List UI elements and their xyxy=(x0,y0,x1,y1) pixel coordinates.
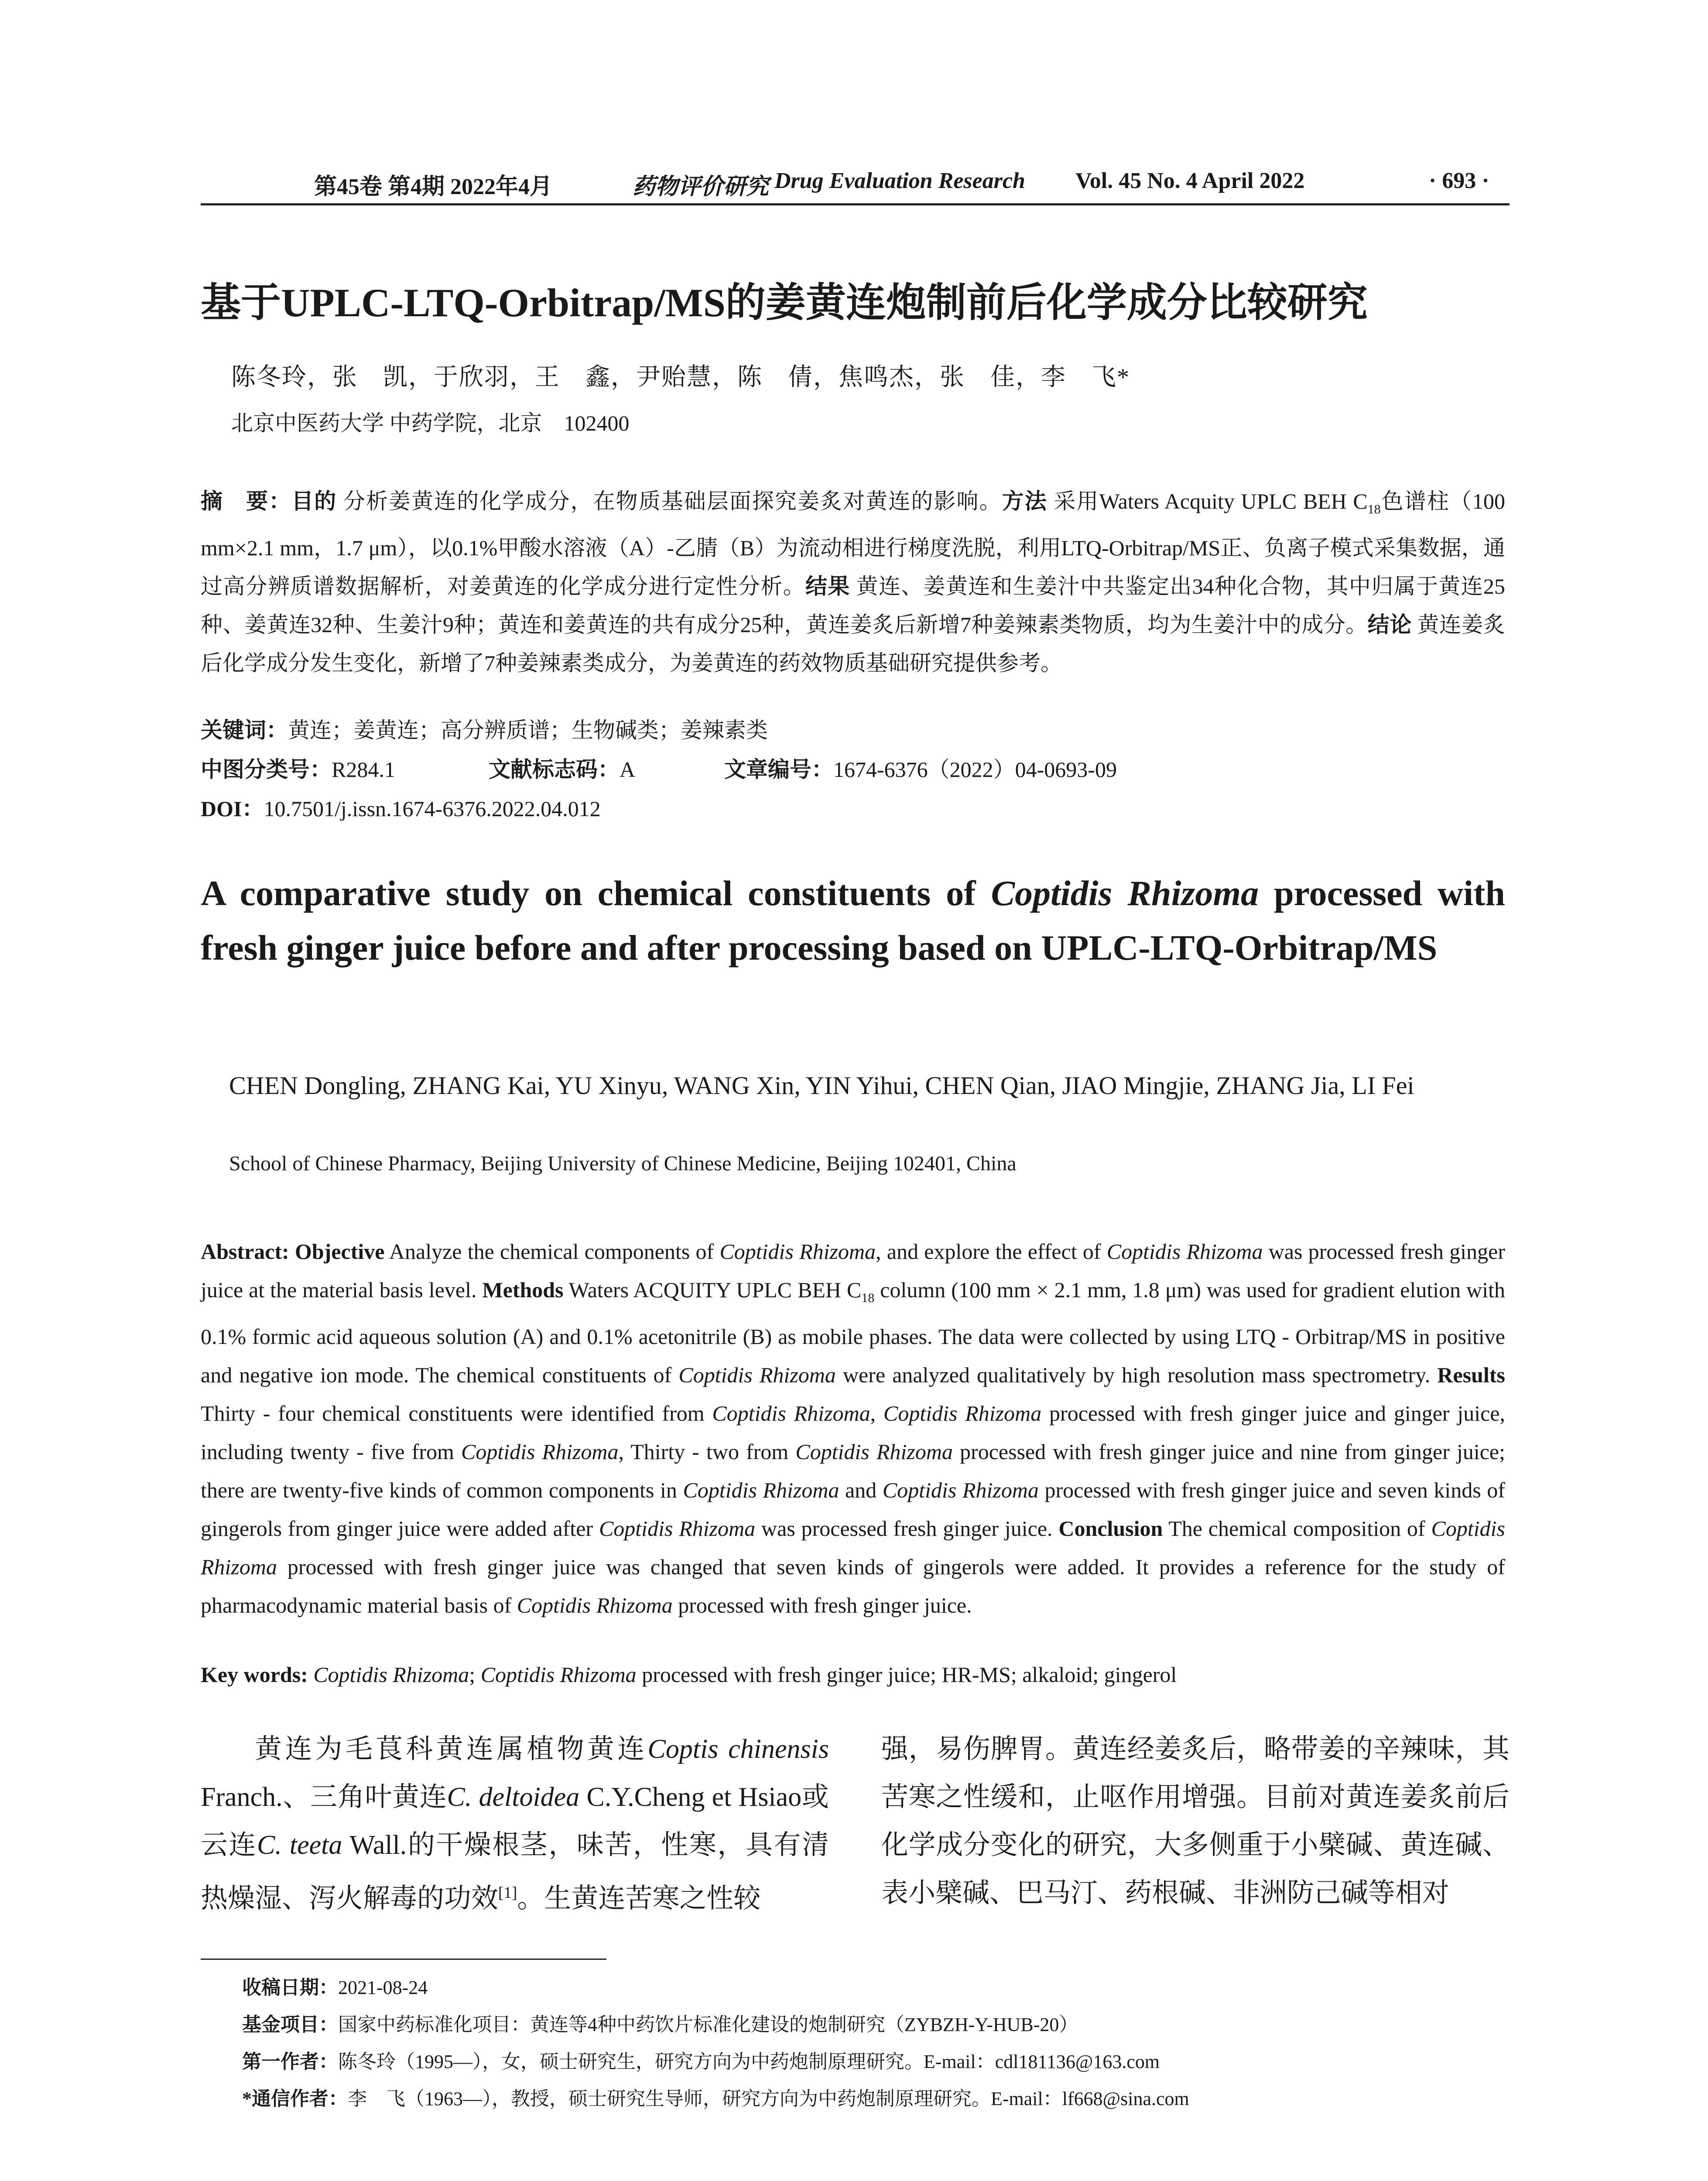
abstract-text: processed with fresh ginger juice was changed that seven kinds of gingerols were added. It provides a reference for the study of pharmacodynamic material basis of xyxy=(201,1555,1505,1617)
abstract-text: were analyzed qualitatively by high resolution mass spectrometry. xyxy=(835,1363,1438,1387)
affiliation-cn: 北京中医药大学 中药学院，北京 102400 xyxy=(231,411,630,435)
doi-value: 10.7501/j.issn.1674-6376.2022.04.012 xyxy=(264,797,601,821)
article-number xyxy=(724,752,1117,783)
species-name: Coptidis Rhizoma xyxy=(599,1516,756,1541)
keywords-cn-text: 黄连；姜黄连；高分辨质谱；生物碱类；姜辣素类 xyxy=(288,718,768,742)
keyword-species: Coptidis Rhizoma xyxy=(480,1662,637,1687)
footnote-corresponding-author xyxy=(242,2083,1189,2111)
body-text: 。生黄连苦寒之性较 xyxy=(517,1884,761,1914)
species-name: Coptidis Rhizoma xyxy=(201,1516,1505,1579)
title-en-part2: processed with fresh ginger juice before and after processing based on UPLC-LTQ-Orbitrap/MS xyxy=(201,873,1505,967)
methods-label-cn: 方法 xyxy=(1002,489,1047,513)
objective-text-cn: 分析姜黄连的化学成分，在物质基础层面探究姜炙对黄连的影响。 xyxy=(343,489,1002,513)
article-number-label: 文章编号： xyxy=(724,757,833,782)
article-number-value: 1674-6376（2022）04-0693-09 xyxy=(833,757,1117,782)
conclusion-label-en: Conclusion xyxy=(1058,1516,1163,1541)
doc-code-value: A xyxy=(620,757,636,782)
abstract-text: processed with fresh ginger juice and ginger juice, including twenty - five from xyxy=(201,1401,1506,1464)
header-journal-cn-logo: 药物评价研究 xyxy=(633,174,769,199)
species-name: Coptidis Rhizoma xyxy=(882,1478,1039,1502)
footnote-label: *通信作者： xyxy=(242,2088,348,2109)
footnote-label: 收稿日期： xyxy=(242,1977,338,1998)
abstract-text: processed with fresh ginger juice and nine from ginger juice; there are twenty-five kinds of common components in xyxy=(201,1439,1506,1502)
affiliation-en: School of Chinese Pharmacy, Beijing University of Chinese Medicine, Beijing 102401, China xyxy=(229,1152,1017,1175)
clc-label: 中图分类号： xyxy=(201,757,332,782)
running-header xyxy=(314,168,1509,203)
conclusion-text-cn: 黄连姜炙后化学成分发生变化，新增了7种姜辣素类成分，为姜黄连的药效物质基础研究提供参考。 xyxy=(201,612,1506,675)
footnote-text: 国家中药标准化项目：黄连等4种中药饮片标准化建设的炮制研究（ZYBZH-Y-HUB-20） xyxy=(338,2014,1078,2035)
abstract-cn-label: 摘 要： xyxy=(201,489,292,513)
header-page-number: · 693 · xyxy=(1429,168,1489,193)
footnote-first-author xyxy=(242,2046,1160,2074)
abstract-en-label: Abstract: xyxy=(201,1239,289,1264)
keywords-en xyxy=(201,1655,1505,1694)
footnote-received xyxy=(242,1972,428,2000)
abstract-text: processed with fresh ginger juice and seven kinds of gingerols from ginger juice were added after xyxy=(201,1478,1505,1541)
abstract-text: processed with fresh ginger juice. xyxy=(672,1593,972,1617)
methods-text-cn-a: 采用Waters Acquity UPLC BEH C xyxy=(1054,489,1368,513)
abstract-cn xyxy=(201,482,1505,682)
footnote-text: 2021-08-24 xyxy=(338,1977,428,1998)
doc-code-label: 文献标志码： xyxy=(489,757,620,782)
keywords-cn xyxy=(201,713,768,744)
doi-label: DOI： xyxy=(201,797,264,821)
species-name: Coptidis Rhizoma xyxy=(719,1239,876,1264)
conclusion-label-cn: 结论 xyxy=(1367,612,1412,637)
abstract-text: was processed fresh ginger juice. xyxy=(755,1516,1059,1541)
species-name: C. deltoidea xyxy=(447,1782,580,1812)
abstract-text: was processed fresh ginger juice at the material basis level. xyxy=(201,1239,1505,1302)
body-column-right: 强，易伤脾胃。黄连经姜炙后，略带姜的辛辣味，其苦寒之性缓和，止呕作用增强。目前对黄连姜炙前后化学成分变化的研究，大多侧重于小檗碱、黄连碱、表小檗碱、巴马汀、药根碱、非洲防己碱等相对 xyxy=(881,1734,1509,1908)
species-name: Coptidis Rhizoma xyxy=(678,1363,836,1387)
results-text-cn: 黄连、姜黄连和生姜汁中共鉴定出34种化合物，其中归属于黄连25种、姜黄连32种、生姜汁9种；黄连和姜黄连的共有成分25种，黄连姜炙后新增7种姜辣素类物质，均为生姜汁中的成分。 xyxy=(201,574,1506,637)
authors-cn: 陈冬玲，张 凯，于欣羽，王 鑫，尹贻慧，陈 倩，焦鸣杰，张 佳，李 飞* xyxy=(231,364,1130,391)
authors-en: CHEN Dongling, ZHANG Kai, YU Xinyu, WANG Xin, YIN Yihui, CHEN Qian, JIAO Mingjie, ZHANG Jia, LI Fei xyxy=(229,1071,1414,1100)
footnote-text: 陈冬玲（1995—），女，硕士研究生，研究方向为中药炮制原理研究。E-mail：cdl181136@163.com xyxy=(338,2051,1160,2072)
footnote-label: 第一作者： xyxy=(242,2051,338,2072)
page-title-en xyxy=(201,866,1505,975)
species-name: Coptidis Rhizoma xyxy=(712,1401,870,1426)
species-name: Coptidis Rhizoma xyxy=(795,1439,953,1464)
body-text: 黄连为毛茛科黄连属植物黄连 xyxy=(255,1734,648,1764)
objective-label-en: Objective xyxy=(294,1239,385,1264)
methods-subscript-cn: 18 xyxy=(1367,502,1381,516)
page-title-cn: 基于UPLC-LTQ-Orbitrap/MS的姜黄连炮制前后化学成分比较研究 xyxy=(201,280,1368,325)
footnote-label: 基金项目： xyxy=(242,2014,338,2035)
abstract-text: , Thirty - two from xyxy=(618,1439,796,1464)
abstract-text: The chemical composition of xyxy=(1163,1516,1431,1541)
methods-text-cn-b: 色谱柱（100 mm×2.1 mm，1.7 μm），以0.1%甲酸水溶液（A）-乙腈（B）为流动相进行梯度洗脱，利用LTQ-Orbitrap/MS正、负离子模式采集数据，通过高分辨质谱数据解析，对姜黄连的化学成分进行定性分析。 xyxy=(201,489,1506,598)
results-label-en: Results xyxy=(1437,1363,1505,1387)
keyword-species: Coptidis Rhizoma xyxy=(313,1662,469,1687)
species-name: Coptidis Rhizoma xyxy=(683,1478,839,1502)
footnote-divider xyxy=(201,1959,606,1960)
doi-line xyxy=(201,791,601,823)
body-text: C.Y.Cheng et Hsiao或云连 xyxy=(201,1782,829,1860)
classification-line xyxy=(201,752,395,783)
abstract-text: and xyxy=(839,1478,883,1502)
body-column-left xyxy=(201,1725,829,1923)
abstract-text: column (100 mm × 2.1 mm, 1.8 μm) was used for gradient elution with 0.1% formic acid aqueous solution (A) and 0.1% acetonitrile (B) as mobile phases. The data were collected by using LTQ - Orbitrap/MS in positive and negative ion mode. The chemical constituents of xyxy=(201,1278,1505,1387)
objective-label-cn: 目的 xyxy=(291,489,337,513)
keyword-sep: ; xyxy=(469,1662,481,1687)
document-code xyxy=(489,752,635,783)
abstract-en xyxy=(201,1232,1505,1624)
footnote-funding xyxy=(242,2009,1078,2037)
keywords-cn-label: 关键词： xyxy=(201,718,288,742)
abstract-text: Analyze the chemical components of xyxy=(384,1239,720,1264)
header-volume-en: Vol. 45 No. 4 April 2022 xyxy=(1075,168,1305,193)
header-divider xyxy=(201,203,1509,205)
title-en-species: Coptidis Rhizoma xyxy=(991,873,1259,913)
footnote-text: 李 飞（1963—），教授，硕士研究生导师，研究方向为中药炮制原理研究。E-mail：lf668@sina.com xyxy=(348,2088,1189,2109)
citation-ref[interactable]: [1] xyxy=(498,1884,517,1902)
abstract-text: Waters ACQUITY UPLC BEH C xyxy=(563,1278,862,1302)
abstract-text: , xyxy=(870,1401,883,1426)
keyword-rest: processed with fresh ginger juice; HR-MS; alkaloid; gingerol xyxy=(636,1662,1177,1687)
header-volume-cn: 第45卷 第4期 2022年4月 xyxy=(314,174,553,199)
abstract-text: Thirty - four chemical constituents were identified from xyxy=(201,1401,712,1426)
abstract-text: , and explore the effect of xyxy=(876,1239,1107,1264)
methods-label-en: Methods xyxy=(482,1278,564,1302)
body-text: Wall.的干燥根茎，味苦，性寒，具有清热燥湿、泻火解毒的功效 xyxy=(201,1830,829,1914)
species-name: Coptis chinensis xyxy=(647,1734,829,1764)
clc-value: R284.1 xyxy=(332,757,395,782)
species-name: C. teeta xyxy=(257,1830,342,1860)
methods-subscript-en: 18 xyxy=(861,1291,875,1305)
species-name: Coptidis Rhizoma xyxy=(517,1593,673,1617)
results-label-cn: 结果 xyxy=(805,574,850,598)
species-name: Coptidis Rhizoma xyxy=(461,1439,619,1464)
header-journal-en: Drug Evaluation Research xyxy=(774,168,1025,193)
keywords-en-label: Key words: xyxy=(201,1662,308,1687)
species-name: Coptidis Rhizoma xyxy=(883,1401,1042,1426)
body-text: Franch.、三角叶黄连 xyxy=(201,1782,447,1812)
title-en-part1: A comparative study on chemical constituents of xyxy=(201,873,991,913)
species-name: Coptidis Rhizoma xyxy=(1106,1239,1263,1264)
